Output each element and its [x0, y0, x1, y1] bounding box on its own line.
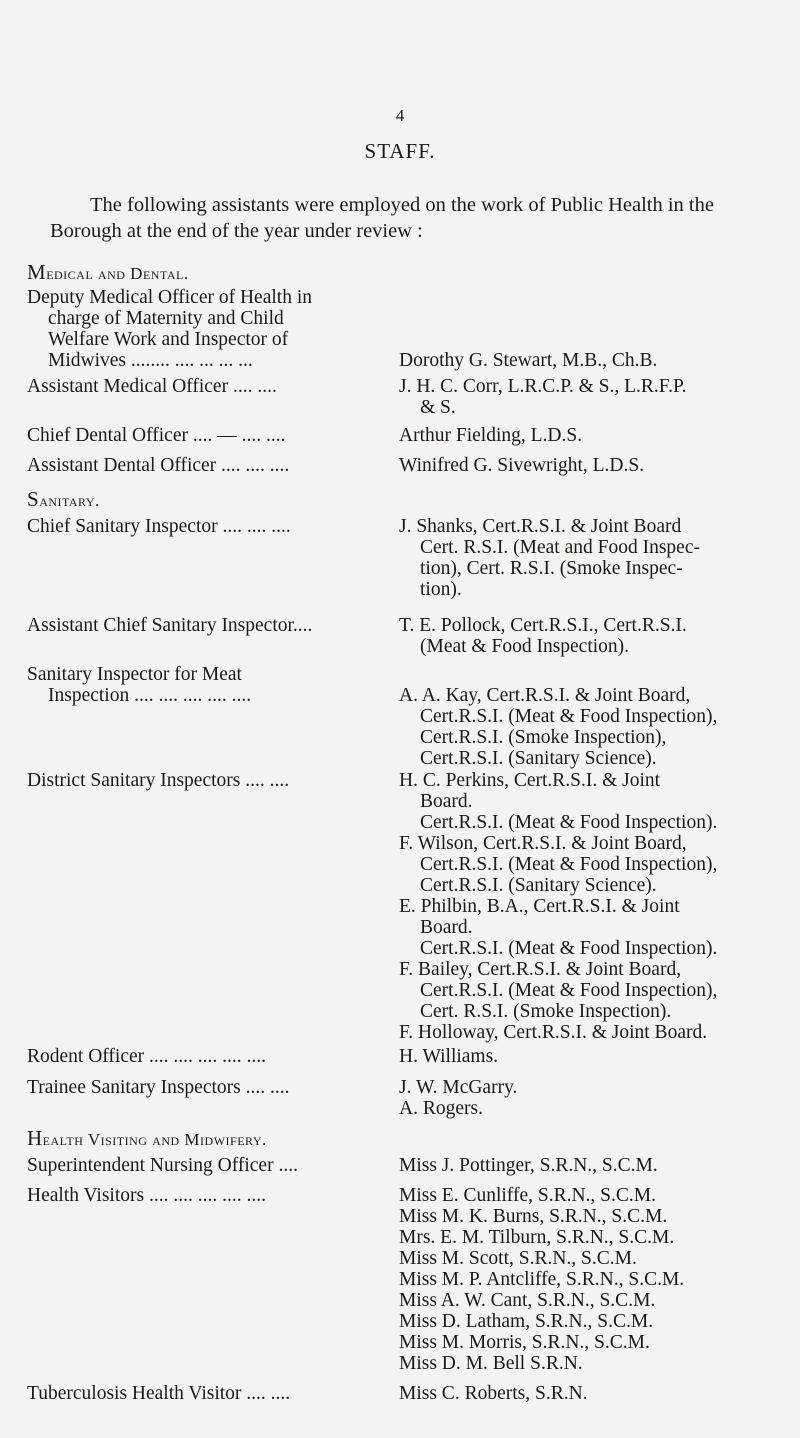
staff-name: Miss J. Pottinger, S.R.N., S.C.M. [399, 1155, 658, 1176]
staff-name: Winifred G. Sivewright, L.D.S. [399, 455, 645, 476]
staff-role: Superintendent Nursing Officer .... [27, 1155, 298, 1176]
staff-role: Health Visitors .... .... .... .... .... [27, 1185, 266, 1206]
section-heading-sanitary: Sanitary. [27, 487, 100, 511]
staff-name: Miss E. Cunliffe, S.R.N., S.C.M. Miss M. K. Burns, S.R.N., S.C.M. Mrs. E. M. Tilburn, S.R.N., S.C.M. Miss M. Scott, S.R.N., S.C.M. Miss M. P. Antcliffe, S.R.N., S.C.M. Miss A. W. Cant, S.R.N., S.C.M. Miss D. Latham, S.R.N., S.C.M. Miss M. Morris, S.R.N., S.C.M. Miss D. M. Bell S.R.N. [399, 1185, 685, 1374]
staff-name: T. E. Pollock, Cert.R.S.I., Cert.R.S.I. (Meat & Food Inspection). [399, 615, 687, 657]
staff-role: Deputy Medical Officer of Health in charge of Maternity and Child Welfare Work and Inspector of Midwives ........ .... ... ... ... [27, 287, 312, 371]
staff-role: Tuberculosis Health Visitor .... .... [27, 1383, 291, 1404]
staff-name: Arthur Fielding, L.D.S. [399, 425, 583, 446]
staff-role: Assistant Dental Officer .... .... .... [27, 455, 290, 476]
staff-role: Sanitary Inspector for Meat Inspection .... .... .... .... .... [27, 664, 252, 706]
section-heading-medical-dental: Medical and Dental. [27, 260, 189, 284]
staff-name: Dorothy G. Stewart, M.B., Ch.B. [399, 350, 658, 371]
staff-role: Assistant Medical Officer .... .... [27, 376, 277, 397]
section-heading-health-visiting: Health Visiting and Midwifery. [27, 1126, 267, 1150]
page-number: 4 [395, 106, 405, 125]
staff-name: J. H. C. Corr, L.R.C.P. & S., L.R.F.P. & S. [399, 376, 687, 418]
staff-role: Rodent Officer .... .... .... .... .... [27, 1046, 267, 1067]
staff-name: J. Shanks, Cert.R.S.I. & Joint Board Cert. R.S.I. (Meat and Food Inspec- tion), Cert. R.S.I. (Smoke Inspec- tion). [399, 516, 700, 600]
staff-role: Chief Dental Officer .... — .... .... [27, 425, 286, 446]
staff-role: Trainee Sanitary Inspectors .... .... [27, 1077, 290, 1098]
staff-role: Assistant Chief Sanitary Inspector.... [27, 615, 313, 636]
staff-role: District Sanitary Inspectors .... .... [27, 770, 290, 791]
page-title: STAFF. [364, 139, 436, 163]
staff-role: Chief Sanitary Inspector .... .... .... [27, 516, 291, 537]
staff-name: Miss C. Roberts, S.R.N. [399, 1383, 588, 1404]
staff-name: A. A. Kay, Cert.R.S.I. & Joint Board, Cert.R.S.I. (Meat & Food Inspection), Cert.R.S.I. (Smoke Inspection), Cert.R.S.I. (Sanitary Science). [399, 685, 718, 769]
intro-paragraph: The following assistants were employed on the work of Public Health in the Borough at the end of the year under review : [50, 194, 714, 242]
staff-name: H. Williams. [399, 1046, 499, 1067]
staff-name: H. C. Perkins, Cert.R.S.I. & Joint Board. Cert.R.S.I. (Meat & Food Inspection). F. Wilson, Cert.R.S.I. & Joint Board, Cert.R.S.I. (Meat & Food Inspection), Cert.R.S.I. (Sanitary Science). E. Philbin, B.A., Cert.R.S.I. & Joint Board. Cert.R.S.I. (Meat & Food Inspection). F. Bailey, Cert.R.S.I. & Joint Board, Cert.R.S.I. (Meat & Food Inspection), Cert. R.S.I. (Smoke Inspection). F. Holloway, Cert.R.S.I. & Joint Board. [399, 770, 718, 1043]
staff-name: J. W. McGarry. A. Rogers. [399, 1077, 518, 1119]
